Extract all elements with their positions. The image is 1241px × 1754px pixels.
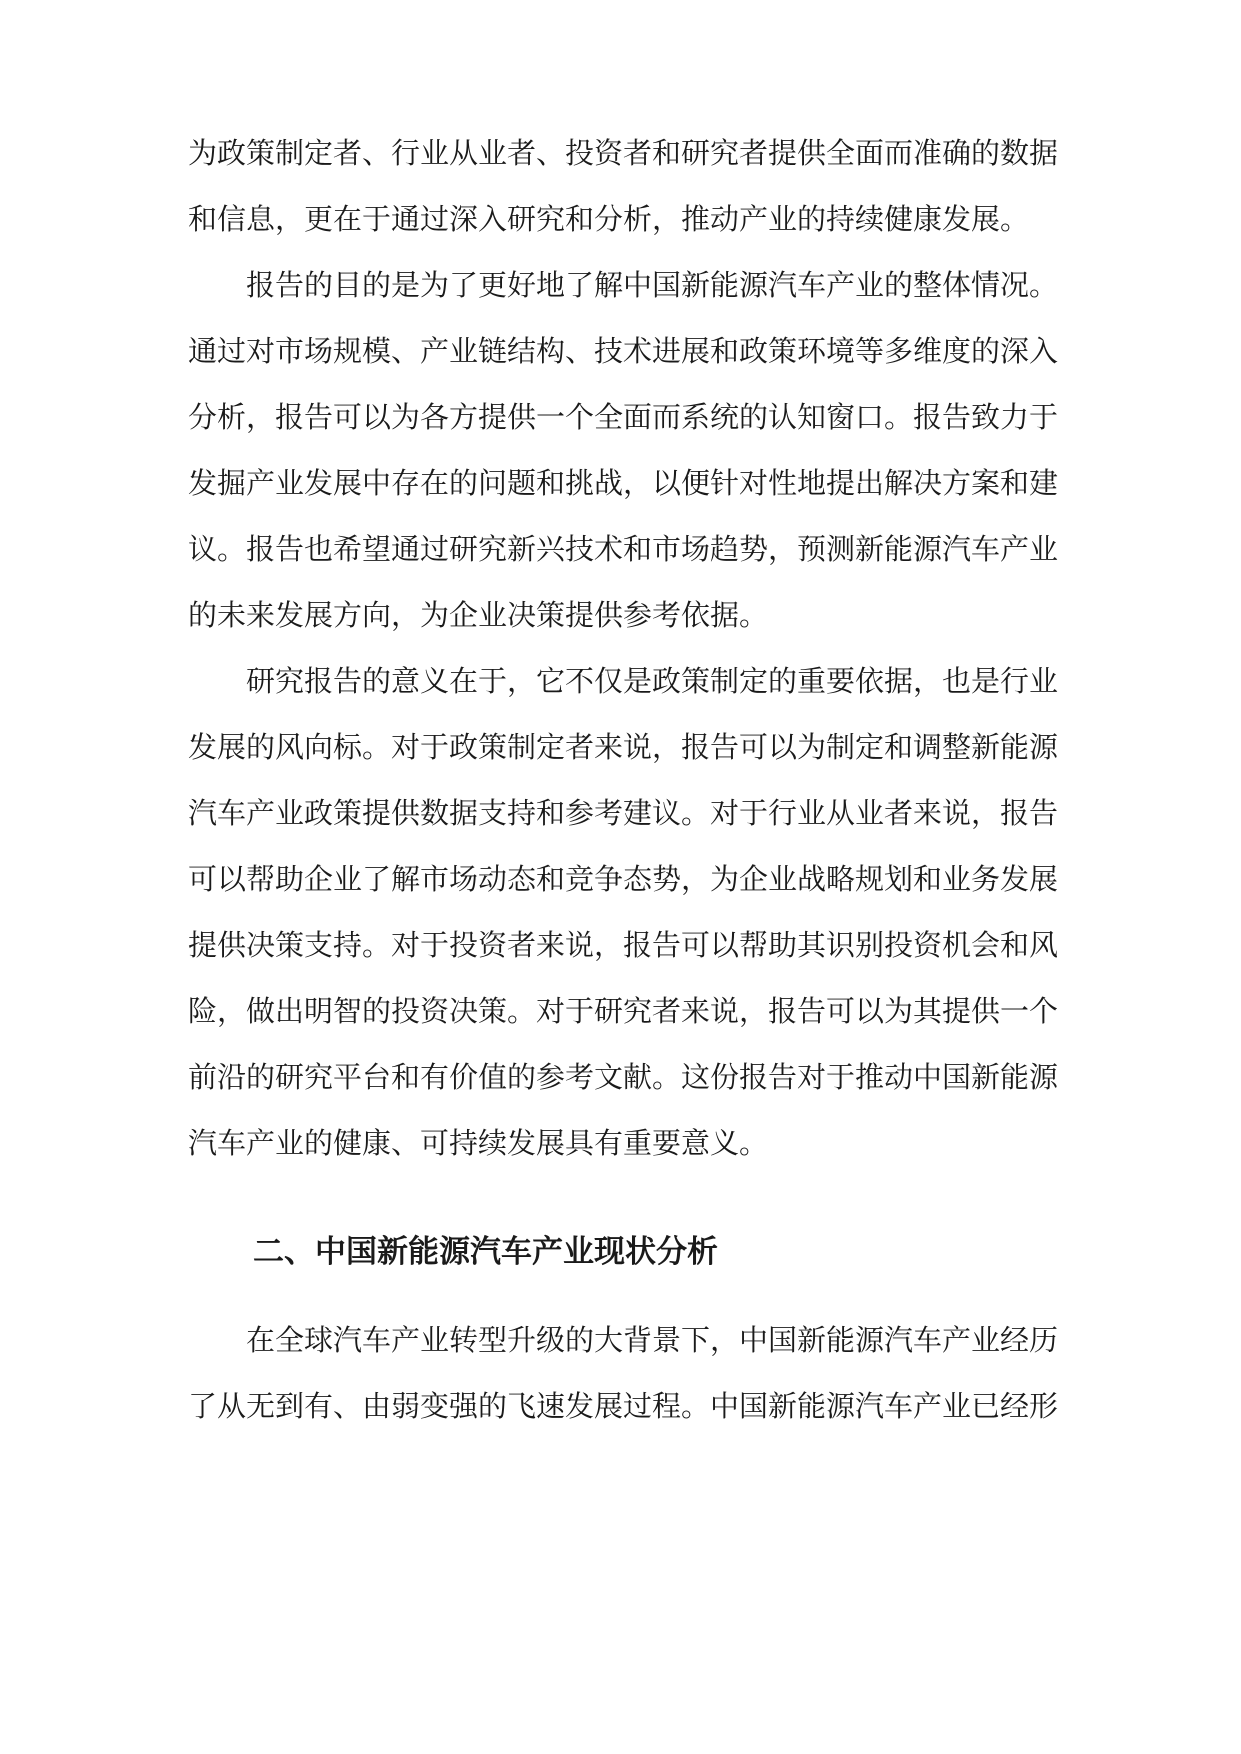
paragraph-line: 了从无到有、由弱变强的飞速发展过程。中国新能源汽车产业已经形 [188, 1389, 1059, 1423]
paragraph-line: 报告的目的是为了更好地了解中国新能源汽车产业的整体情况。 [246, 268, 1059, 302]
paragraph-line: 通过对市场规模、产业链结构、技术进展和政策环境等多维度的深入 [188, 334, 1059, 368]
paragraph-line: 前沿的研究平台和有价值的参考文献。这份报告对于推动中国新能源 [188, 1060, 1059, 1094]
paragraph-line: 可以帮助企业了解市场动态和竞争态势，为企业战略规划和业务发展 [188, 862, 1059, 896]
paragraph-line: 提供决策支持。对于投资者来说，报告可以帮助其识别投资机会和风 [188, 928, 1059, 962]
section-heading: 二、中国新能源汽车产业现状分析 [253, 1234, 718, 1270]
paragraph-line: 和信息，更在于通过深入研究和分析，推动产业的持续健康发展。 [188, 202, 1030, 236]
paragraph-line: 发展的风向标。对于政策制定者来说，报告可以为制定和调整新能源 [188, 730, 1059, 764]
paragraph-line: 在全球汽车产业转型升级的大背景下，中国新能源汽车产业经历 [246, 1323, 1059, 1357]
paragraph-line: 发掘产业发展中存在的问题和挑战，以便针对性地提出解决方案和建 [188, 466, 1059, 500]
paragraph-line: 险，做出明智的投资决策。对于研究者来说，报告可以为其提供一个 [188, 994, 1059, 1028]
paragraph-line: 汽车产业的健康、可持续发展具有重要意义。 [188, 1126, 769, 1160]
paragraph-line: 议。报告也希望通过研究新兴技术和市场趋势，预测新能源汽车产业 [188, 532, 1059, 566]
paragraph-line: 研究报告的意义在于，它不仅是政策制定的重要依据，也是行业 [246, 664, 1059, 698]
paragraph-line: 分析，报告可以为各方提供一个全面而系统的认知窗口。报告致力于 [188, 400, 1059, 434]
paragraph-line: 汽车产业政策提供数据支持和参考建议。对于行业从业者来说，报告 [188, 796, 1059, 830]
paragraph-line: 为政策制定者、行业从业者、投资者和研究者提供全面而准确的数据 [188, 136, 1059, 170]
paragraph-line: 的未来发展方向，为企业决策提供参考依据。 [188, 598, 769, 632]
